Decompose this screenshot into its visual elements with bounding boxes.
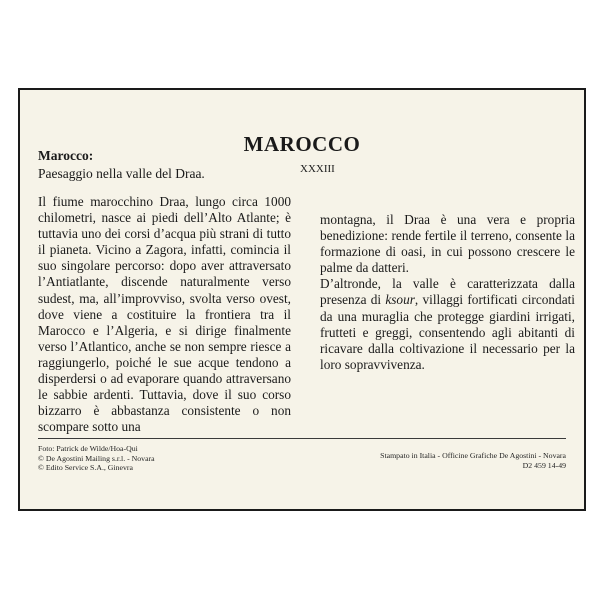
paragraph-right-2-start: D’altronde, la valle è caratterizzata dalla presenza di: [320, 276, 575, 308]
paragraph-right-2: [320, 276, 575, 373]
credits-block: [38, 444, 155, 473]
copyright-line-2: © Edito Service S.A., Ginevra: [38, 463, 133, 473]
page-title: MAROCCO: [243, 132, 361, 156]
postcard-back: [18, 88, 586, 511]
text-column-right: [320, 212, 575, 373]
subtitle: Paesaggio nella valle del Draa.: [38, 166, 205, 181]
divider-line: [38, 438, 566, 439]
section-heading: Marocco:: [38, 148, 94, 163]
ksour-term: ksour: [385, 292, 415, 308]
printer-block: [380, 451, 566, 470]
card-code: D2 459 14-49: [522, 460, 566, 470]
printer-credit: Stampato in Italia - Officine Grafiche De Agostini - Novara: [380, 451, 566, 460]
text-column-left: [38, 194, 291, 435]
paragraph-right-1: montagna, il Draa è una vera e propria benedizione: rende fertile il terreno, consente la formazione di oasi, in cui possono crescere le palme da datteri.: [320, 212, 575, 276]
copyright-line-1: © De Agostini Mailing s.r.l. - Novara: [38, 453, 155, 463]
paragraph-right-2-end: , villaggi fortificati circondati da una muraglia che protegge giardini irrigati, frutteti e greggi, consentendo agli abitanti di ricavare dalla coltivazione il necessario per la loro sopravvivenza.: [320, 292, 575, 372]
paragraph-left: Il fiume marocchino Draa, lungo circa 1000 chilometri, nasce ai piedi dell’Alto Atlante; è tuttavia uno dei corsi d’acqua più strani di tutto il pianeta. Vicino a Zagora, infatti, comincia il suo singolare percorso: dopo aver attraversato l’Antiatlante, discende naturalmente verso sudest, ma, all’improvviso, svolta verso ovest, dove viene a costituire la frontiera tra il Marocco e l’Algeria, e si dirige finalmente verso l’Atlantico, anche se non sempre riesce a raggiungerlo, poiché le sue acque tendono a disperdersi o ad evaporare quando attraversano le sabbie ardenti. Tuttavia, dove il suo corso bizzarro è abbastanza consistente o non scompare sotto una: [38, 194, 291, 435]
photo-credit: Foto: Patrick de Wilde/Hoa-Qui: [38, 444, 138, 453]
card-number: XXXIII: [300, 163, 335, 175]
